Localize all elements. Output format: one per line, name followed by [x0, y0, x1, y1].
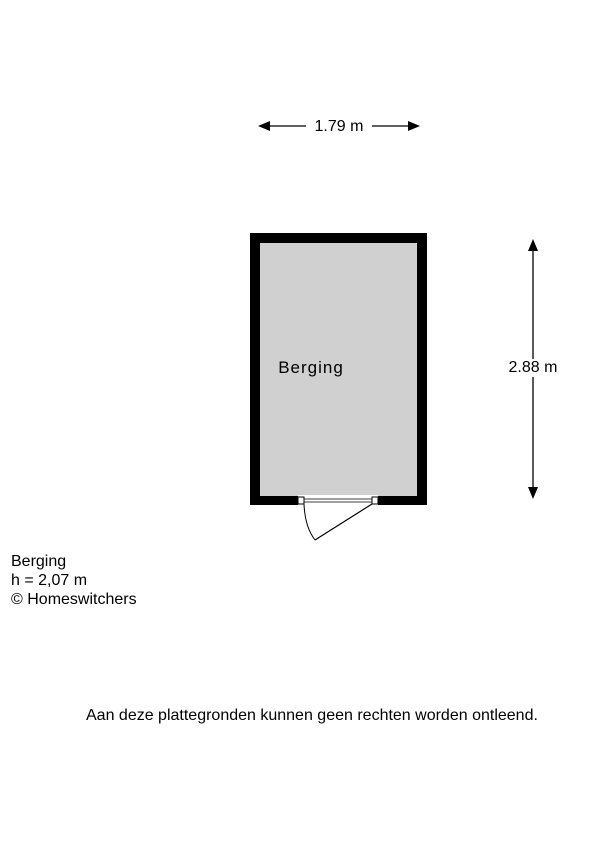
- width-dimension-label: 1.79 m: [306, 118, 372, 136]
- info-copyright: © Homeswitchers: [11, 591, 137, 608]
- disclaimer-text: Aan deze plattegronden kunnen geen rechten worden ontleend.: [86, 707, 538, 724]
- door: [298, 495, 378, 540]
- plan-info: [11, 552, 137, 609]
- door-leaf: [315, 504, 372, 540]
- info-ceiling-height: h = 2,07 m: [11, 572, 88, 589]
- info-room-name: Berging: [11, 553, 67, 570]
- height-dimension-label: 2.88 m: [500, 359, 566, 377]
- door-swing-arc: [304, 504, 315, 540]
- room-label: Berging: [278, 358, 344, 377]
